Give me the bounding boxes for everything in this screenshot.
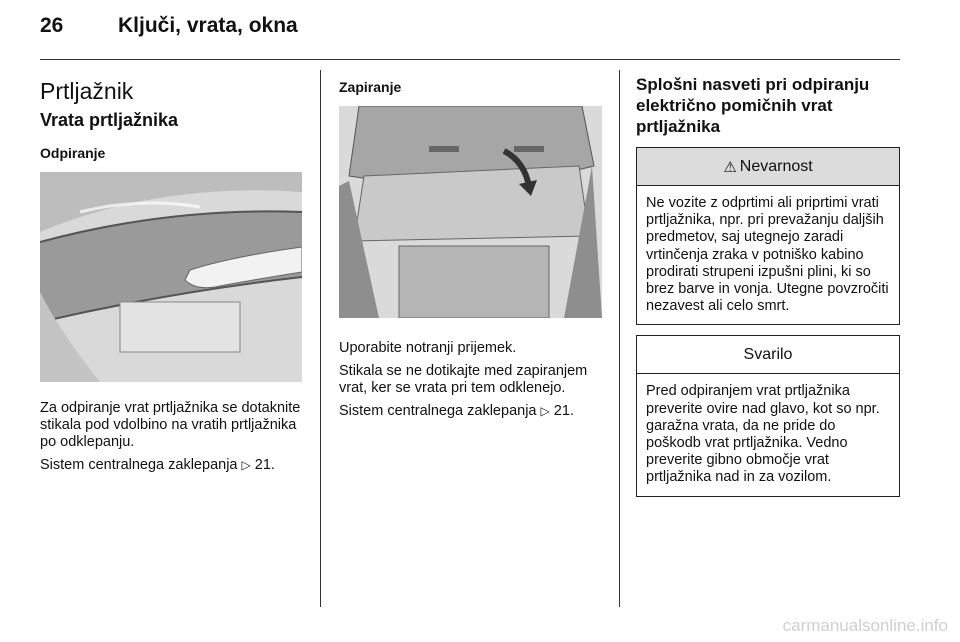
danger-box-header bbox=[637, 148, 899, 186]
closing-paragraph-1: Uporabite notranji prijemek. bbox=[339, 340, 517, 356]
danger-box bbox=[636, 147, 900, 325]
column-divider bbox=[320, 70, 321, 607]
page-reference-link[interactable]: 21. bbox=[254, 457, 275, 473]
page-reference-arrow-icon: ▷ bbox=[241, 458, 251, 472]
section-title: Prtljažnik bbox=[40, 78, 134, 104]
caution-box-header bbox=[637, 336, 899, 374]
page-reference-arrow-icon: ▷ bbox=[540, 404, 550, 418]
tailgate-closing-illustration bbox=[339, 106, 602, 318]
caution-title: Svarilo bbox=[743, 345, 793, 363]
column-3 bbox=[636, 70, 900, 497]
column-divider bbox=[619, 70, 620, 607]
opening-heading: Odpiranje bbox=[40, 145, 106, 161]
tailgate-opening-illustration bbox=[40, 172, 302, 382]
closing-heading: Zapiranje bbox=[339, 79, 402, 95]
page-header bbox=[40, 14, 298, 50]
column-1 bbox=[40, 70, 302, 480]
caution-text: Pred odpiranjem vrat prtljažnika preverite ovire nad glavo, kot so npr. garažna vrata, da ne pride do poškodb vrat prtljažnika. Vedno preverite gibno območje vrat prtljažnika nad in za vozilom. bbox=[646, 383, 880, 486]
column-2 bbox=[339, 70, 602, 426]
central-locking-reference: Sistem centralnega zaklepanja ▷ 21. bbox=[40, 457, 275, 473]
page-number: 26 bbox=[40, 14, 64, 37]
danger-text: Ne vozite z odprtimi ali priprtimi vrati prtljažnika, npr. pri prevažanju daljših predmetov, saj utegnejo zaradi vrtinčenja zraka v potniško kabino prodirati strupeni izpušni plini, ki so brez barve in vonja. Utegne povzročiti nezavest ali celo smrt. bbox=[646, 195, 889, 315]
chapter-title: Ključi, vrata, okna bbox=[118, 14, 298, 37]
general-advice-heading: Splošni nasveti pri odpiranju električno pomičnih vrat prtljažnika bbox=[636, 75, 870, 136]
central-locking-reference: Sistem centralnega zaklepanja ▷ 21. bbox=[339, 403, 574, 419]
danger-title: Nevarnost bbox=[739, 157, 813, 175]
closing-paragraph-2: Stikala se ne dotikajte med zapiranjem vrat, ker se vrata pri tem odklenejo. bbox=[339, 363, 588, 396]
subsection-title: Vrata prtljažnika bbox=[40, 110, 179, 130]
page-reference-link[interactable]: 21. bbox=[553, 403, 574, 419]
watermark: carmanualsonline.info bbox=[782, 616, 948, 635]
header-rule bbox=[40, 59, 900, 60]
caution-box bbox=[636, 335, 900, 496]
warning-triangle-icon: ⚠ bbox=[723, 158, 737, 176]
opening-paragraph: Za odpiranje vrat prtljažnika se dotaknite stikala pod vdolbino na vratih prtljažnika po odklepanju. bbox=[40, 400, 301, 450]
